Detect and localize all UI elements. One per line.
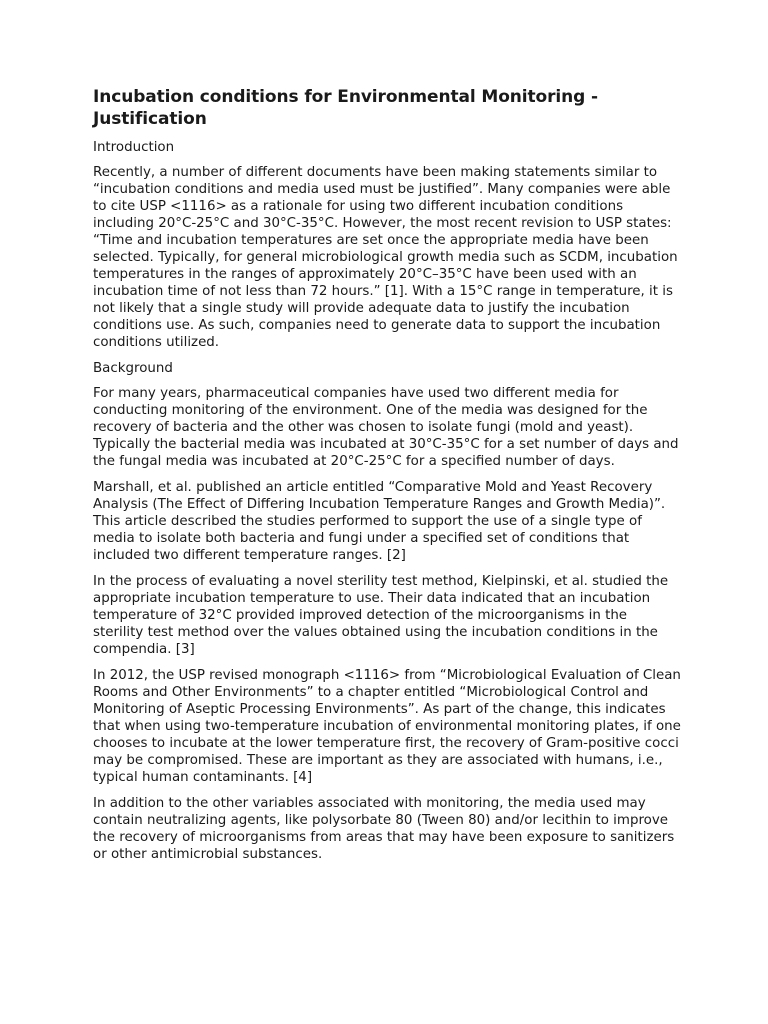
section-heading-background: Background	[93, 361, 173, 376]
section-heading-introduction: Introduction	[93, 140, 175, 155]
section-introduction	[93, 139, 681, 351]
document-page	[93, 86, 681, 872]
paragraph: In 2012, the USP revised monograph <1116> from “Microbiological Evaluation of Clean Rooms and Other Environments” to a chapter entitled “Microbiological Control and Monitoring of Aseptic Processing Environments”. As part of the change, this indicates that when using two-temperature incubation of environmental monitoring plates, if one chooses to incubate at the lower temperature first, the recovery of Gram-positive cocci may be compromised. These are important as they are associated with humans, i.e., typical human contaminants. [4]	[93, 668, 681, 785]
paragraph: Marshall, et al. published an article entitled “Comparative Mold and Yeast Recovery Analysis (The Effect of Differing Incubation Temperature Ranges and Growth Media)”. This article described the studies performed to support the use of a single type of media to isolate both bacteria and fungi under a specified set of conditions that included two different temperature ranges. [2]	[93, 480, 666, 563]
paragraph: Recently, a number of different documents have been making statements similar to “incubation conditions and media used must be justified”. Many companies were able to cite USP <1116> as a rationale for using two different incubation conditions including 20°C-25°C and 30°C-35°C. However, the most recent revision to USP states: “Time and incubation temperatures are set once the appropriate media have been selected. Typically, for general microbiological growth media such as SCDM, incubation temperatures in the ranges of approximately 20°C–35°C have been used with an incubation time of not less than 72 hours.” [1]. With a 15°C range in temperature, it is not likely that a single study will provide adequate data to justify the incubation conditions use. As such, companies need to generate data to support the incubation conditions utilized.	[93, 165, 678, 350]
paragraph: In addition to the other variables associated with monitoring, the media used may contain neutralizing agents, like polysorbate 80 (Tween 80) and/or lecithin to improve the recovery of microorganisms from areas that may have been exposure to sanitizers or other antimicrobial substances.	[93, 796, 675, 862]
document-title: Incubation conditions for Environmental Monitoring - Justification	[93, 87, 598, 129]
paragraph: In the process of evaluating a novel sterility test method, Kielpinski, et al. studied the appropriate incubation temperature to use. Their data indicated that an incubation temperature of 32°C provided improved detection of the microorganisms in the sterility test method over the values obtained using the incubation conditions in the compendia. [3]	[93, 574, 669, 657]
section-background	[93, 360, 681, 863]
paragraph: For many years, pharmaceutical companies have used two different media for conducting monitoring of the environment. One of the media was designed for the recovery of bacteria and the other was chosen to isolate fungi (mold and yeast). Typically the bacterial media was incubated at 30°C-35°C for a set number of days and the fungal media was incubated at 20°C-25°C for a specified number of days.	[93, 386, 679, 469]
